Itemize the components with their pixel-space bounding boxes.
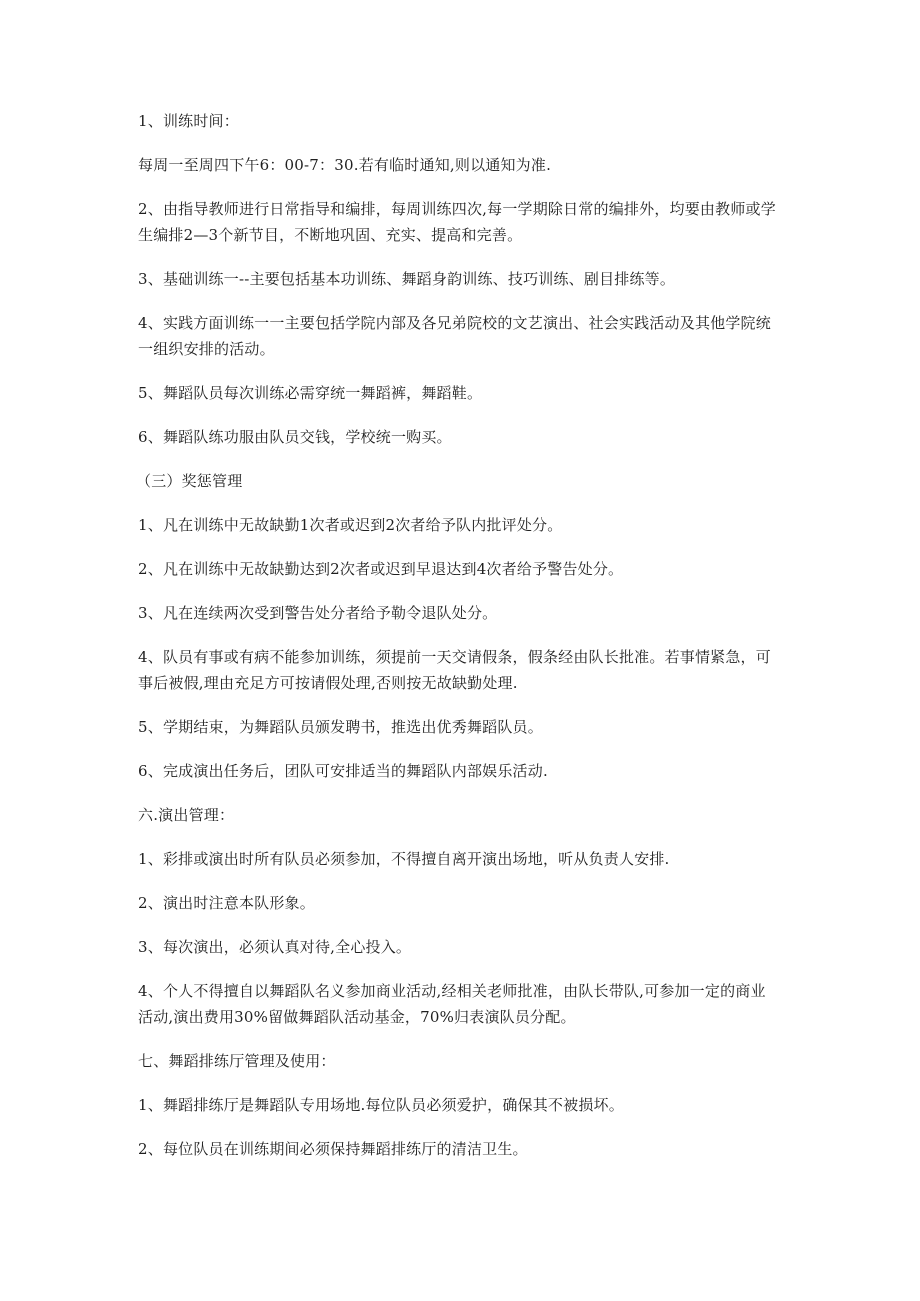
paragraph-practice-clothing: 6、舞蹈队练功服由队员交钱，学校统一购买。 bbox=[138, 428, 452, 446]
section-heading-rehearsal-hall: 七、舞蹈排练厅管理及使用： bbox=[138, 1052, 336, 1070]
document-body bbox=[138, 108, 778, 1180]
paragraph-training-schedule: 每周一至周四下午6：00-7：30.若有临时通知,则以通知为准. bbox=[138, 156, 552, 174]
paragraph-training-time-heading: 1、训练时间： bbox=[138, 112, 239, 130]
section-heading-performance-management: 六.演出管理： bbox=[138, 806, 235, 824]
paragraph-leave-request: 4、队员有事或有病不能参加训练，须提前一天交请假条，假条经由队长批准。若事情紧急，可事后被假,理由充足方可按请假处理,否则按无故缺勤处理. bbox=[138, 648, 771, 692]
paragraph-performance-4: 4、个人不得擅自以舞蹈队名义参加商业活动,经相关老师批准，由队长带队,可参加一定的商业活动,演出费用30%留做舞蹈队活动基金，70%归表演队员分配。 bbox=[138, 982, 766, 1026]
paragraph-hall-1: 1、舞蹈排练厅是舞蹈队专用场地.每位队员必须爱护，确保其不被损坏。 bbox=[138, 1096, 624, 1114]
paragraph-certificate: 5、学期结束，为舞蹈队员颁发聘书，推选出优秀舞蹈队员。 bbox=[138, 718, 543, 736]
paragraph-hall-2: 2、每位队员在训练期间必须保持舞蹈排练厅的清洁卫生。 bbox=[138, 1140, 528, 1158]
section-heading-rewards-penalties: （三）奖惩管理 bbox=[136, 472, 243, 490]
paragraph-entertainment: 6、完成演出任务后，团队可安排适当的舞蹈队内部娱乐活动. bbox=[138, 762, 548, 780]
paragraph-penalty-1: 1、凡在训练中无故缺勤1次者或迟到2次者给予队内批评处分。 bbox=[138, 516, 563, 534]
paragraph-penalty-3: 3、凡在连续两次受到警告处分者给予勒令退队处分。 bbox=[138, 604, 498, 622]
paragraph-performance-1: 1、彩排或演出时所有队员必须参加，不得擅自离开演出场地，听从负责人安排. bbox=[138, 850, 670, 868]
paragraph-practice-training: 4、实践方面训练一一主要包括学院内部及各兄弟院校的文艺演出、社会实践活动及其他学院统一组织安排的活动。 bbox=[138, 314, 771, 358]
paragraph-performance-2: 2、演出时注意本队形象。 bbox=[138, 894, 315, 912]
paragraph-daily-guidance: 2、由指导教师进行日常指导和编排，每周训练四次,每一学期除日常的编排外，均要由教师或学生编排2—3个新节目，不断地巩固、充实、提高和完善。 bbox=[138, 200, 776, 244]
paragraph-basic-training: 3、基础训练一--主要包括基本功训练、舞蹈身韵训练、技巧训练、剧目排练等。 bbox=[138, 270, 676, 288]
paragraph-uniform-requirement: 5、舞蹈队员每次训练必需穿统一舞蹈裤，舞蹈鞋。 bbox=[138, 384, 483, 402]
paragraph-penalty-2: 2、凡在训练中无故缺勤达到2次者或迟到早退达到4次者给予警告处分。 bbox=[138, 560, 624, 578]
paragraph-performance-3: 3、每次演出，必须认真对待,全心投入。 bbox=[138, 938, 412, 956]
